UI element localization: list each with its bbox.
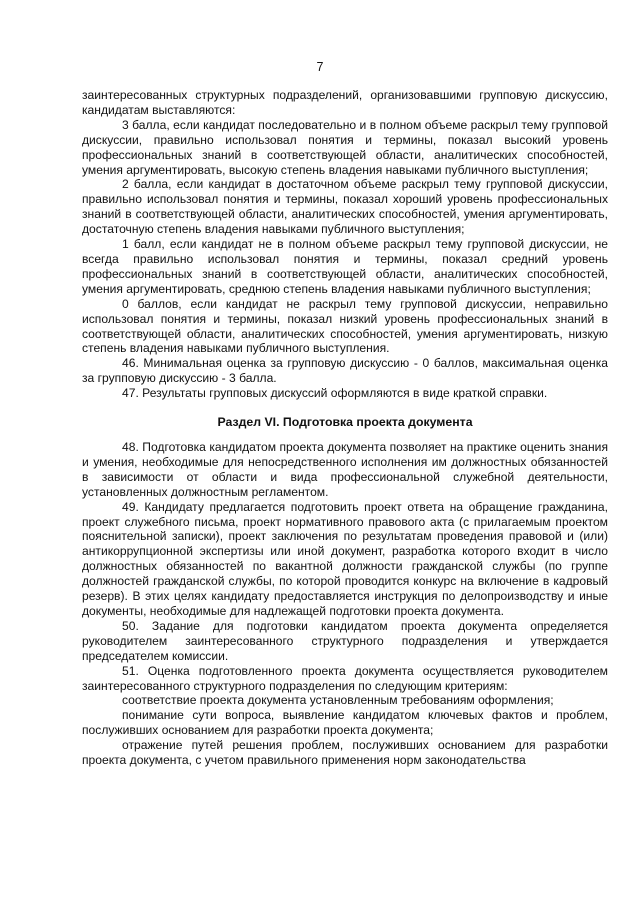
paragraph: 49. Кандидату предлагается подготовить проект ответа на обращение гражданина, проект служебного письма, проект нормативного правового акта (с прилагаемым проектом пояснительной записки), проект заключения по результатам проведения правовой и (или) антикоррупционной экспертизы или иной документ, разработка которого входит в число должностных обязанностей по вакантной должности гражданской службы (по группе должностей гражданской службы, по которой проводится конкурс на включение в кадровый резерв). В этих целях кандидату предоставляется инструкция по делопроизводству и иные документы, необходимые для надлежащей подготовки проекта документа. (82, 499, 608, 618)
paragraph: 46. Минимальная оценка за групповую дискуссию - 0 баллов, максимальная оценка за групповую дискуссию - 3 балла. (82, 356, 608, 386)
paragraph: 1 балл, если кандидат не в полном объеме раскрыл тему групповой дискуссии, не всегда правильно использовал понятия и термины, показал средний уровень профессиональных знаний в соответствующей области, аналитических способностей, умения аргументировать, среднюю степень владения навыками публичного выступления; (82, 237, 608, 296)
section-heading: Раздел VI. Подготовка проекта документа (217, 415, 473, 430)
paragraph: 3 балла, если кандидат последовательно и в полном объеме раскрыл тему групповой дискуссии, правильно использовал понятия и термины, показал высокий уровень профессиональных знаний в соответствующей области, аналитических способностей, умения аргументировать, высокую степень владения навыками публичного выступления; (82, 117, 608, 177)
paragraph: отражение путей решения проблем, послуживших основанием для разработки проекта документа, с учетом правильного применения норм законодательства (82, 738, 608, 768)
paragraph: заинтересованных структурных подразделений, организовавшими групповую дискуссию, кандидатам выставляются: (82, 88, 608, 117)
document-body (82, 88, 608, 768)
paragraph: понимание сути вопроса, выявление кандидатом ключевых фактов и проблем, послуживших основанием для разработки проекта документа; (82, 708, 608, 738)
paragraph: 0 баллов, если кандидат не раскрыл тему групповой дискуссии, неправильно использовал понятия и термины, показал низкий уровень профессиональных знаний в соответствующей области, аналитических способностей, умения аргументировать, низкую степень владения навыками публичного выступления. (82, 296, 608, 356)
paragraph: 47. Результаты групповых дискуссий оформляются в виде краткой справки. (122, 386, 548, 401)
paragraph: соответствие проекта документа установленным требованиям оформления; (122, 693, 554, 708)
paragraph: 50. Задание для подготовки кандидатом проекта документа определяется руководителем заинтересованного структурного подразделения и утверждается председателем комиссии. (82, 618, 608, 663)
paragraph: 51. Оценка подготовленного проекта документа осуществляется руководителем заинтересованного структурного подразделения по следующим критериям: (82, 663, 608, 693)
paragraph: 48. Подготовка кандидатом проекта документа позволяет на практике оценить знания и умения, необходимые для непосредственного исполнения им должностных обязанностей в зависимости от области и вида профессиональной служебной деятельности, установленных должностным регламентом. (82, 440, 608, 499)
paragraph: 2 балла, если кандидат в достаточном объеме раскрыл тему групповой дискуссии, правильно использовал понятия и термины, показал хороший уровень профессиональных знаний в соответствующей области, аналитических способностей, умения аргументировать, достаточную степень владения навыками публичного выступления; (82, 177, 608, 237)
page-number: 7 (316, 60, 324, 74)
